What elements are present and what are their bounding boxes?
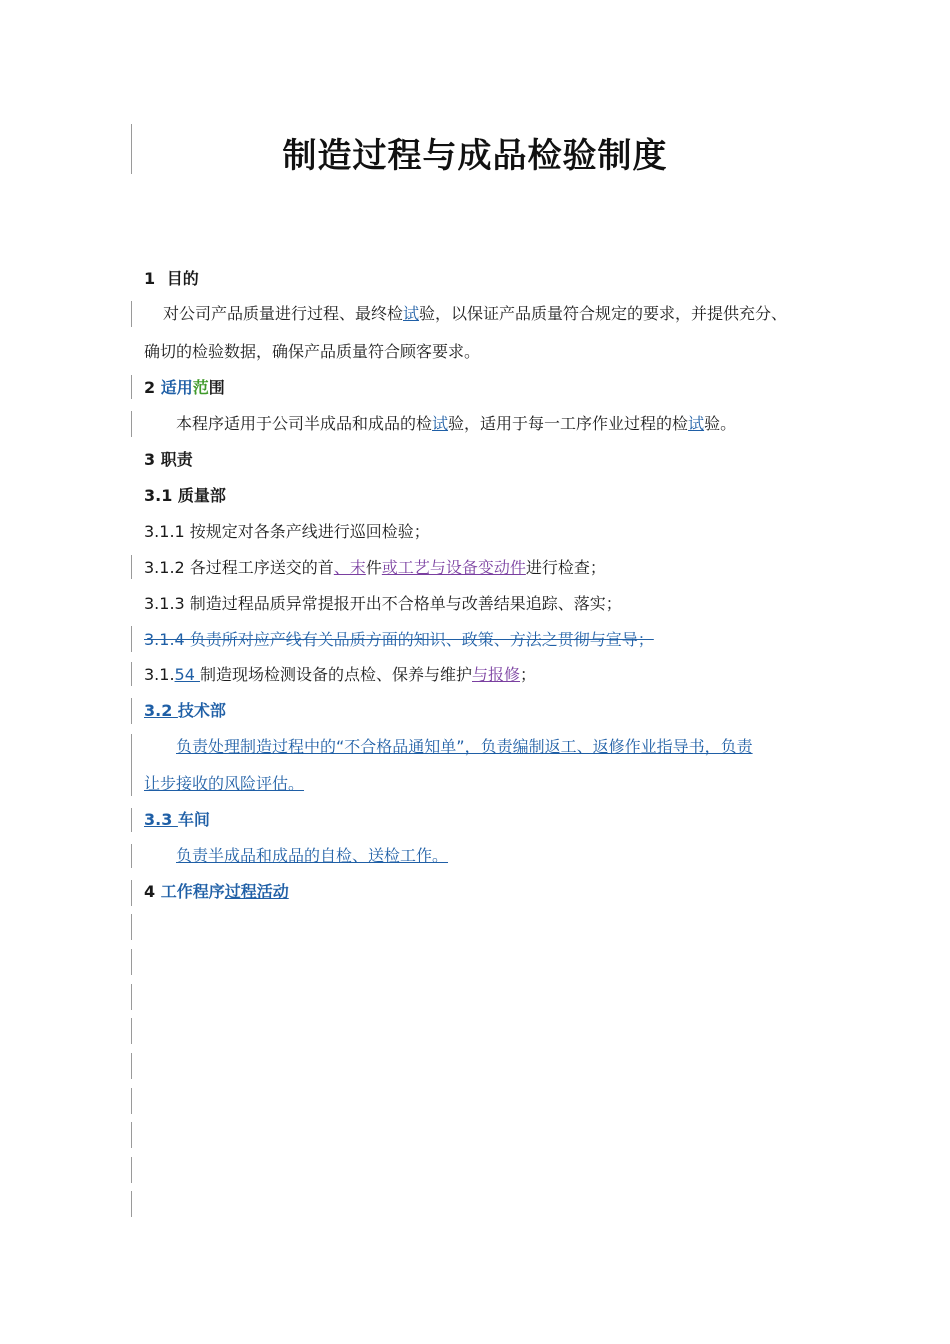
inserted-text: 或工艺与设备变动件	[381, 558, 526, 577]
change-bar	[131, 1191, 132, 1217]
change-bar	[131, 1018, 132, 1044]
inserted-text: 过程活动	[224, 882, 289, 901]
change-bar	[131, 1053, 132, 1079]
section-title-part: 范	[192, 378, 209, 397]
section-1-heading	[144, 268, 199, 290]
change-bar	[131, 662, 132, 686]
change-bar	[131, 734, 132, 796]
section-title: 车间	[177, 810, 210, 829]
document-title: 制造过程与成品检验制度	[282, 136, 668, 176]
text: 制造现场检测设备的点检、保养与维护	[199, 665, 472, 684]
change-bar	[131, 375, 132, 399]
section-3-heading: 3 职责	[144, 450, 193, 469]
change-bar	[131, 626, 132, 652]
section-title: 技术部	[177, 701, 226, 720]
section-title-part: 工作程序	[160, 882, 225, 901]
section-2-paragraph	[176, 413, 736, 435]
change-bar	[131, 301, 132, 327]
text: 进行检查；	[525, 558, 606, 577]
change-bar	[131, 1157, 132, 1183]
change-bar	[131, 555, 132, 579]
section-number: 3.3	[144, 810, 178, 829]
change-bar	[131, 1088, 132, 1114]
change-bar	[131, 880, 132, 906]
text: 3.1.	[144, 665, 175, 684]
text: 件	[365, 558, 382, 577]
section-number: 1	[144, 269, 156, 288]
item-3-1-3: 3.1.3 制造过程品质异常提报开出不合格单与改善结果追踪、落实；	[144, 594, 622, 613]
section-title-part: 围	[208, 378, 225, 397]
change-bar	[131, 808, 132, 832]
inserted-text: 试	[403, 304, 420, 323]
subsection-3-2-paragraph-line-2: 让步接收的风险评估。	[144, 774, 305, 793]
subsection-3-3-paragraph: 负责半成品和成品的自检、送检工作。	[176, 846, 449, 865]
text: 本程序适用于公司半成品和成品的检	[176, 414, 433, 433]
item-3-1-2	[144, 557, 606, 579]
item-3-1-5	[144, 664, 536, 686]
section-number: 2	[144, 378, 161, 397]
change-bar	[131, 698, 132, 724]
section-2-heading	[144, 377, 225, 399]
subsection-3-3-heading	[144, 809, 210, 831]
change-bar	[131, 1122, 132, 1148]
section-number: 3.2	[144, 701, 178, 720]
subsection-3-1-heading: 3.1 质量部	[144, 486, 226, 505]
text: 验，适用于每一工序作业过程的检	[448, 414, 689, 433]
inserted-text: 试	[432, 414, 449, 433]
change-bar	[131, 984, 132, 1010]
inserted-text: 试	[688, 414, 705, 433]
section-1-paragraph-line-2: 确切的检验数据，确保产品质量符合顾客要求。	[144, 342, 481, 361]
section-title-part: 适用	[160, 378, 193, 397]
subsection-3-2-heading	[144, 700, 226, 722]
revised-number: 54	[174, 665, 200, 684]
section-1-paragraph-line-1	[163, 303, 787, 325]
section-4-heading	[144, 881, 289, 903]
subsection-3-2-paragraph-line-1: 负责处理制造过程中的“不合格品通知单”，负责编制返工、返修作业指导书，负责	[176, 737, 753, 756]
inserted-text: 与报修	[472, 665, 521, 684]
section-title: 目的	[166, 269, 199, 288]
text: 对公司产品质量进行过程、最终检	[163, 304, 404, 323]
change-bar	[131, 411, 132, 437]
section-number: 4	[144, 882, 161, 901]
deleted-item-3-1-4: 3.1.4 负责所对应产线有关品质方面的知识、政策、方法之贯彻与宣导；	[144, 630, 654, 649]
change-bar	[131, 914, 132, 940]
text: ；	[520, 665, 537, 684]
change-bar	[131, 949, 132, 975]
text: 验，以保证产品质量符合规定的要求，并提供充分、	[419, 304, 788, 323]
item-3-1-1: 3.1.1 按规定对各条产线进行巡回检验；	[144, 522, 430, 541]
change-bar	[131, 844, 132, 868]
text: 3.1.2 各过程工序送交的首	[144, 558, 334, 577]
text: 验。	[704, 414, 737, 433]
inserted-text: 、末	[333, 558, 366, 577]
